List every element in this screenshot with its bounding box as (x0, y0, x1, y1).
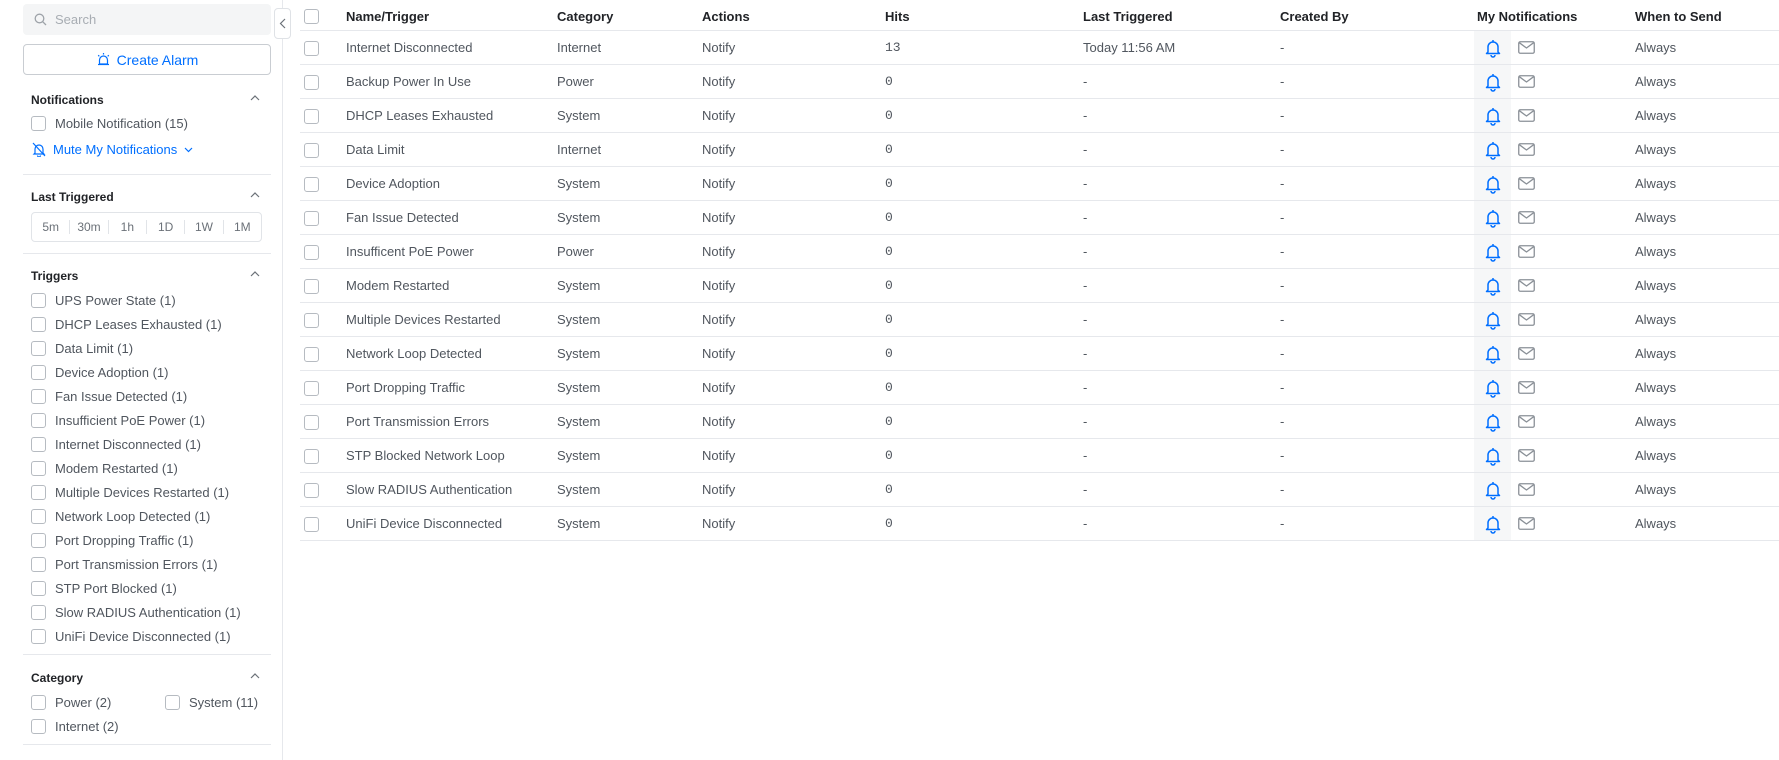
bell-icon[interactable] (1483, 446, 1503, 469)
cell-when-to-send: Always (1635, 142, 1677, 157)
range-1d[interactable]: 1D (147, 220, 185, 234)
trigger-filter-label: Fan Issue Detected (1) (55, 388, 188, 404)
trigger-filter-label: Port Dropping Traffic (1) (55, 532, 194, 548)
row-checkbox[interactable] (304, 41, 319, 56)
checkbox[interactable] (31, 557, 46, 572)
table-row[interactable] (300, 65, 1779, 99)
bell-icon[interactable] (1483, 514, 1503, 537)
trigger-filter-label: UPS Power State (1) (55, 292, 176, 308)
column-header-name[interactable]: Name/Trigger (346, 9, 430, 24)
bell-icon[interactable] (1483, 106, 1503, 129)
cell-when-to-send: Always (1635, 482, 1677, 497)
chevron-left-icon (279, 18, 286, 29)
row-checkbox[interactable] (304, 483, 319, 498)
checkbox[interactable] (31, 413, 46, 428)
cell-created-by: - (1280, 176, 1285, 191)
table-row[interactable] (300, 439, 1779, 473)
cell-when-to-send: Always (1635, 40, 1677, 55)
cell-created-by: - (1280, 312, 1285, 327)
cell-category: System (557, 176, 601, 191)
cell-last-triggered: - (1083, 74, 1088, 89)
category-filter-label: System (11) (189, 694, 259, 710)
bell-icon[interactable] (1483, 310, 1503, 333)
alarm-icon (96, 52, 111, 67)
row-checkbox[interactable] (304, 143, 319, 158)
cell-created-by: - (1280, 108, 1285, 123)
cell-category: System (557, 380, 601, 395)
cell-name[interactable]: Modem Restarted (346, 278, 450, 293)
row-checkbox[interactable] (304, 75, 319, 90)
cell-category: System (557, 482, 601, 497)
cell-category: Internet (557, 142, 602, 157)
cell-name[interactable]: Port Transmission Errors (346, 414, 490, 429)
mail-icon[interactable] (1518, 41, 1535, 57)
row-checkbox[interactable] (304, 449, 319, 464)
bell-icon[interactable] (1483, 344, 1503, 367)
cell-actions: Notify (702, 380, 736, 395)
create-alarm-button[interactable] (23, 44, 271, 75)
cell-category: System (557, 108, 601, 123)
checkbox[interactable] (31, 317, 46, 332)
last-triggered-range-selector (31, 212, 262, 242)
checkbox[interactable] (31, 293, 46, 308)
cell-when-to-send: Always (1635, 74, 1677, 89)
cell-hits: 0 (885, 380, 893, 395)
trigger-filter-item[interactable] (31, 435, 201, 453)
range-1w[interactable]: 1W (185, 220, 223, 234)
cell-created-by: - (1280, 448, 1285, 463)
trigger-filter-label: Multiple Devices Restarted (1) (55, 484, 230, 500)
range-30m[interactable]: 30m (70, 220, 108, 234)
chevron-down-icon (184, 147, 193, 153)
search-box[interactable] (23, 4, 271, 35)
divider (23, 654, 271, 655)
trigger-filter-item[interactable] (31, 507, 210, 525)
create-alarm-label: Create Alarm (116, 51, 199, 68)
cell-category: System (557, 346, 601, 361)
cell-last-triggered: - (1083, 312, 1088, 327)
mail-icon[interactable] (1518, 381, 1535, 397)
mail-icon[interactable] (1518, 75, 1535, 91)
cell-name[interactable]: UniFi Device Disconnected (346, 516, 503, 531)
table-row[interactable] (300, 473, 1779, 507)
cell-name[interactable]: Fan Issue Detected (346, 210, 459, 225)
trigger-filter-label: Slow RADIUS Authentication (1) (55, 604, 241, 620)
cell-actions: Notify (702, 176, 736, 191)
trigger-filter-item[interactable] (31, 483, 229, 501)
bell-icon[interactable] (1483, 72, 1503, 95)
mail-icon[interactable] (1518, 279, 1535, 295)
cell-created-by: - (1280, 346, 1285, 361)
cell-actions: Notify (702, 482, 736, 497)
row-checkbox[interactable] (304, 279, 319, 294)
mail-icon[interactable] (1518, 483, 1535, 499)
bell-icon[interactable] (1483, 276, 1503, 299)
table-row[interactable] (300, 507, 1779, 541)
row-checkbox[interactable] (304, 245, 319, 260)
cell-actions: Notify (702, 244, 736, 259)
cell-created-by: - (1280, 516, 1285, 531)
table-row[interactable] (300, 235, 1779, 269)
table-row[interactable] (300, 303, 1779, 337)
row-checkbox[interactable] (304, 211, 319, 226)
checkbox[interactable] (31, 509, 46, 524)
cell-hits: 0 (885, 278, 893, 293)
cell-actions: Notify (702, 448, 736, 463)
cell-name[interactable]: DHCP Leases Exhausted (346, 108, 494, 123)
cell-when-to-send: Always (1635, 448, 1677, 463)
category-filter-label: Internet (2) (55, 718, 119, 734)
cell-hits: 0 (885, 210, 893, 225)
cell-category: System (557, 448, 601, 463)
bell-icon[interactable] (1483, 242, 1503, 265)
collapse-sidebar-button[interactable] (274, 8, 291, 39)
row-checkbox[interactable] (304, 347, 319, 362)
range-1m[interactable]: 1M (233, 220, 251, 234)
cell-last-triggered: - (1083, 142, 1088, 157)
row-checkbox[interactable] (304, 313, 319, 328)
cell-hits: 0 (885, 346, 893, 361)
divider (23, 744, 271, 745)
mobile-notification-filter[interactable] (31, 114, 188, 132)
bell-icon[interactable] (1483, 480, 1503, 503)
mute-notifications-button[interactable] (32, 142, 193, 157)
cell-when-to-send: Always (1635, 176, 1677, 191)
cell-created-by: - (1280, 210, 1285, 225)
select-all-checkbox[interactable] (304, 9, 319, 24)
divider (23, 174, 271, 175)
bell-icon[interactable] (1483, 412, 1503, 435)
cell-created-by: - (1280, 380, 1285, 395)
mail-icon[interactable] (1518, 517, 1535, 533)
cell-name[interactable]: Device Adoption (346, 176, 440, 191)
cell-when-to-send: Always (1635, 278, 1677, 293)
cell-category: System (557, 414, 601, 429)
trigger-filter-label: Modem Restarted (1) (55, 460, 178, 476)
cell-category: System (557, 516, 601, 531)
trigger-filter-item[interactable] (31, 363, 168, 381)
cell-category: Power (557, 74, 594, 89)
trigger-filter-label: Internet Disconnected (1) (55, 436, 201, 452)
trigger-filter-item[interactable] (31, 387, 187, 405)
divider (23, 253, 271, 254)
cell-created-by: - (1280, 414, 1285, 429)
trigger-filter-label: Port Transmission Errors (1) (55, 556, 218, 572)
checkbox[interactable] (31, 719, 46, 734)
cell-category: Power (557, 244, 594, 259)
cell-hits: 0 (885, 244, 893, 259)
cell-hits: 0 (885, 74, 893, 89)
cell-when-to-send: Always (1635, 516, 1677, 531)
checkbox[interactable] (31, 461, 46, 476)
checkbox[interactable] (31, 389, 46, 404)
table-row[interactable] (300, 167, 1779, 201)
mail-icon[interactable] (1518, 415, 1535, 431)
mail-icon[interactable] (1518, 177, 1535, 193)
checkbox[interactable] (31, 437, 46, 452)
cell-actions: Notify (702, 414, 736, 429)
checkbox[interactable] (31, 485, 46, 500)
bell-icon[interactable] (1483, 38, 1503, 61)
cell-last-triggered: - (1083, 278, 1088, 293)
notifications-section-title: Notifications (31, 93, 104, 107)
filter-sidebar (0, 0, 283, 760)
cell-hits: 0 (885, 108, 893, 123)
cell-hits: 0 (885, 414, 893, 429)
cell-created-by: - (1280, 482, 1285, 497)
column-header-created-by[interactable]: Created By (1280, 9, 1349, 24)
cell-when-to-send: Always (1635, 210, 1677, 225)
cell-actions: Notify (702, 74, 736, 89)
mail-icon[interactable] (1518, 245, 1535, 261)
bell-icon[interactable] (1483, 208, 1503, 231)
chevron-up-icon[interactable] (250, 191, 260, 199)
cell-actions: Notify (702, 40, 736, 55)
table-row[interactable] (300, 269, 1779, 303)
trigger-filter-item[interactable] (31, 291, 176, 309)
checkbox[interactable] (165, 695, 180, 710)
cell-last-triggered: - (1083, 244, 1088, 259)
cell-category: Internet (557, 40, 602, 55)
cell-name[interactable]: Port Dropping Traffic (346, 380, 465, 395)
mail-icon[interactable] (1518, 449, 1535, 465)
table-row[interactable] (300, 405, 1779, 439)
cell-created-by: - (1280, 278, 1285, 293)
triggers-section-title: Triggers (31, 269, 79, 283)
cell-created-by: - (1280, 74, 1285, 89)
row-checkbox[interactable] (304, 517, 319, 532)
trigger-filter-label: DHCP Leases Exhausted (1) (55, 316, 222, 332)
row-checkbox[interactable] (304, 177, 319, 192)
column-header-when-to-send[interactable]: When to Send (1635, 9, 1722, 24)
cell-actions: Notify (702, 312, 736, 327)
cell-actions: Notify (702, 278, 736, 293)
row-checkbox[interactable] (304, 381, 319, 396)
table-row[interactable] (300, 371, 1779, 405)
chevron-up-icon[interactable] (250, 270, 260, 278)
range-5m[interactable]: 5m (32, 220, 70, 234)
checkbox[interactable] (31, 581, 46, 596)
cell-last-triggered: - (1083, 210, 1088, 225)
cell-when-to-send: Always (1635, 414, 1677, 429)
cell-created-by: - (1280, 142, 1285, 157)
checkbox[interactable] (31, 629, 46, 644)
cell-name[interactable]: Internet Disconnected (346, 40, 473, 55)
mail-icon[interactable] (1518, 109, 1535, 125)
cell-name[interactable]: Network Loop Detected (346, 346, 482, 361)
cell-name[interactable]: Slow RADIUS Authentication (346, 482, 513, 497)
bell-off-icon (32, 142, 46, 157)
table-row[interactable] (300, 133, 1779, 167)
trigger-filter-label: STP Port Blocked (1) (55, 580, 177, 596)
cell-hits: 13 (885, 40, 901, 55)
cell-last-triggered: - (1083, 380, 1088, 395)
cell-name[interactable]: Backup Power In Use (346, 74, 472, 89)
row-checkbox[interactable] (304, 415, 319, 430)
column-header-actions[interactable]: Actions (702, 9, 750, 24)
cell-actions: Notify (702, 210, 736, 225)
table-row[interactable] (300, 337, 1779, 371)
cell-when-to-send: Always (1635, 346, 1677, 361)
category-filter-internet[interactable] (31, 717, 119, 735)
cell-last-triggered: - (1083, 414, 1088, 429)
cell-hits: 0 (885, 482, 893, 497)
cell-hits: 0 (885, 142, 893, 157)
cell-name[interactable]: Insufficent PoE Power (346, 244, 474, 259)
trigger-filter-item[interactable] (31, 315, 222, 333)
table-row[interactable] (300, 99, 1779, 133)
trigger-filter-item[interactable] (31, 579, 177, 597)
checkbox[interactable] (31, 533, 46, 548)
cell-last-triggered: - (1083, 346, 1088, 361)
bell-icon[interactable] (1483, 174, 1503, 197)
checkbox[interactable] (31, 605, 46, 620)
cell-last-triggered: - (1083, 108, 1088, 123)
cell-created-by: - (1280, 40, 1285, 55)
column-header-my-notifications: My Notifications (1477, 9, 1578, 24)
trigger-filter-label: Insufficient PoE Power (1) (55, 412, 206, 428)
trigger-filter-item[interactable] (31, 603, 241, 621)
trigger-filter-item[interactable] (31, 531, 193, 549)
cell-when-to-send: Always (1635, 380, 1677, 395)
cell-hits: 0 (885, 448, 893, 463)
trigger-filter-item[interactable] (31, 339, 133, 357)
bell-icon[interactable] (1483, 378, 1503, 401)
checkbox[interactable] (31, 341, 46, 356)
cell-name[interactable]: STP Blocked Network Loop (346, 448, 505, 463)
trigger-filter-label: Network Loop Detected (1) (55, 508, 211, 524)
checkbox[interactable] (31, 695, 46, 710)
cell-category: System (557, 210, 601, 225)
cell-last-triggered: - (1083, 176, 1088, 191)
cell-category: System (557, 278, 601, 293)
search-icon (34, 13, 47, 26)
category-filter-power[interactable] (31, 693, 111, 711)
cell-when-to-send: Always (1635, 312, 1677, 327)
mail-icon[interactable] (1518, 211, 1535, 227)
cell-actions: Notify (702, 346, 736, 361)
trigger-filter-item[interactable] (31, 627, 231, 645)
category-filter-system[interactable] (165, 693, 258, 711)
table-row[interactable] (300, 31, 1779, 65)
cell-last-triggered: - (1083, 482, 1088, 497)
column-header-hits[interactable]: Hits (885, 9, 910, 24)
trigger-filter-label: UniFi Device Disconnected (1) (55, 628, 231, 644)
chevron-up-icon[interactable] (250, 672, 260, 680)
last-triggered-section-title: Last Triggered (31, 190, 114, 204)
mute-notifications-label: Mute My Notifications (53, 142, 178, 157)
trigger-filter-label: Device Adoption (1) (55, 364, 169, 380)
column-header-last-triggered[interactable]: Last Triggered (1083, 9, 1173, 24)
cell-actions: Notify (702, 108, 736, 123)
trigger-filter-item[interactable] (31, 459, 178, 477)
alarms-table (300, 0, 1779, 760)
row-checkbox[interactable] (304, 109, 319, 124)
cell-last-triggered: Today 11:56 AM (1083, 40, 1176, 55)
cell-actions: Notify (702, 516, 736, 531)
mobile-notification-label: Mobile Notification (15) (55, 115, 188, 131)
mail-icon[interactable] (1518, 313, 1535, 329)
mail-icon[interactable] (1518, 143, 1535, 159)
trigger-filter-item[interactable] (31, 411, 205, 429)
cell-last-triggered: - (1083, 448, 1088, 463)
search-input[interactable] (55, 12, 255, 27)
bell-icon[interactable] (1483, 140, 1503, 163)
category-filter-label: Power (2) (55, 694, 112, 710)
cell-when-to-send: Always (1635, 244, 1677, 259)
cell-when-to-send: Always (1635, 108, 1677, 123)
cell-name[interactable]: Multiple Devices Restarted (346, 312, 501, 327)
checkbox[interactable] (31, 116, 46, 131)
cell-category: System (557, 312, 601, 327)
cell-actions: Notify (702, 142, 736, 157)
category-section-title: Category (31, 671, 84, 685)
cell-hits: 0 (885, 312, 893, 327)
checkbox[interactable] (31, 365, 46, 380)
table-header (300, 0, 1779, 31)
chevron-up-icon[interactable] (250, 94, 260, 102)
cell-created-by: - (1280, 244, 1285, 259)
table-row[interactable] (300, 201, 1779, 235)
cell-name[interactable]: Data Limit (346, 142, 405, 157)
range-1h[interactable]: 1h (109, 220, 147, 234)
mail-icon[interactable] (1518, 347, 1535, 363)
cell-last-triggered: - (1083, 516, 1088, 531)
cell-hits: 0 (885, 176, 893, 191)
trigger-filter-label: Data Limit (1) (55, 340, 134, 356)
column-header-category[interactable]: Category (557, 9, 614, 24)
trigger-filter-item[interactable] (31, 555, 218, 573)
cell-hits: 0 (885, 516, 893, 531)
